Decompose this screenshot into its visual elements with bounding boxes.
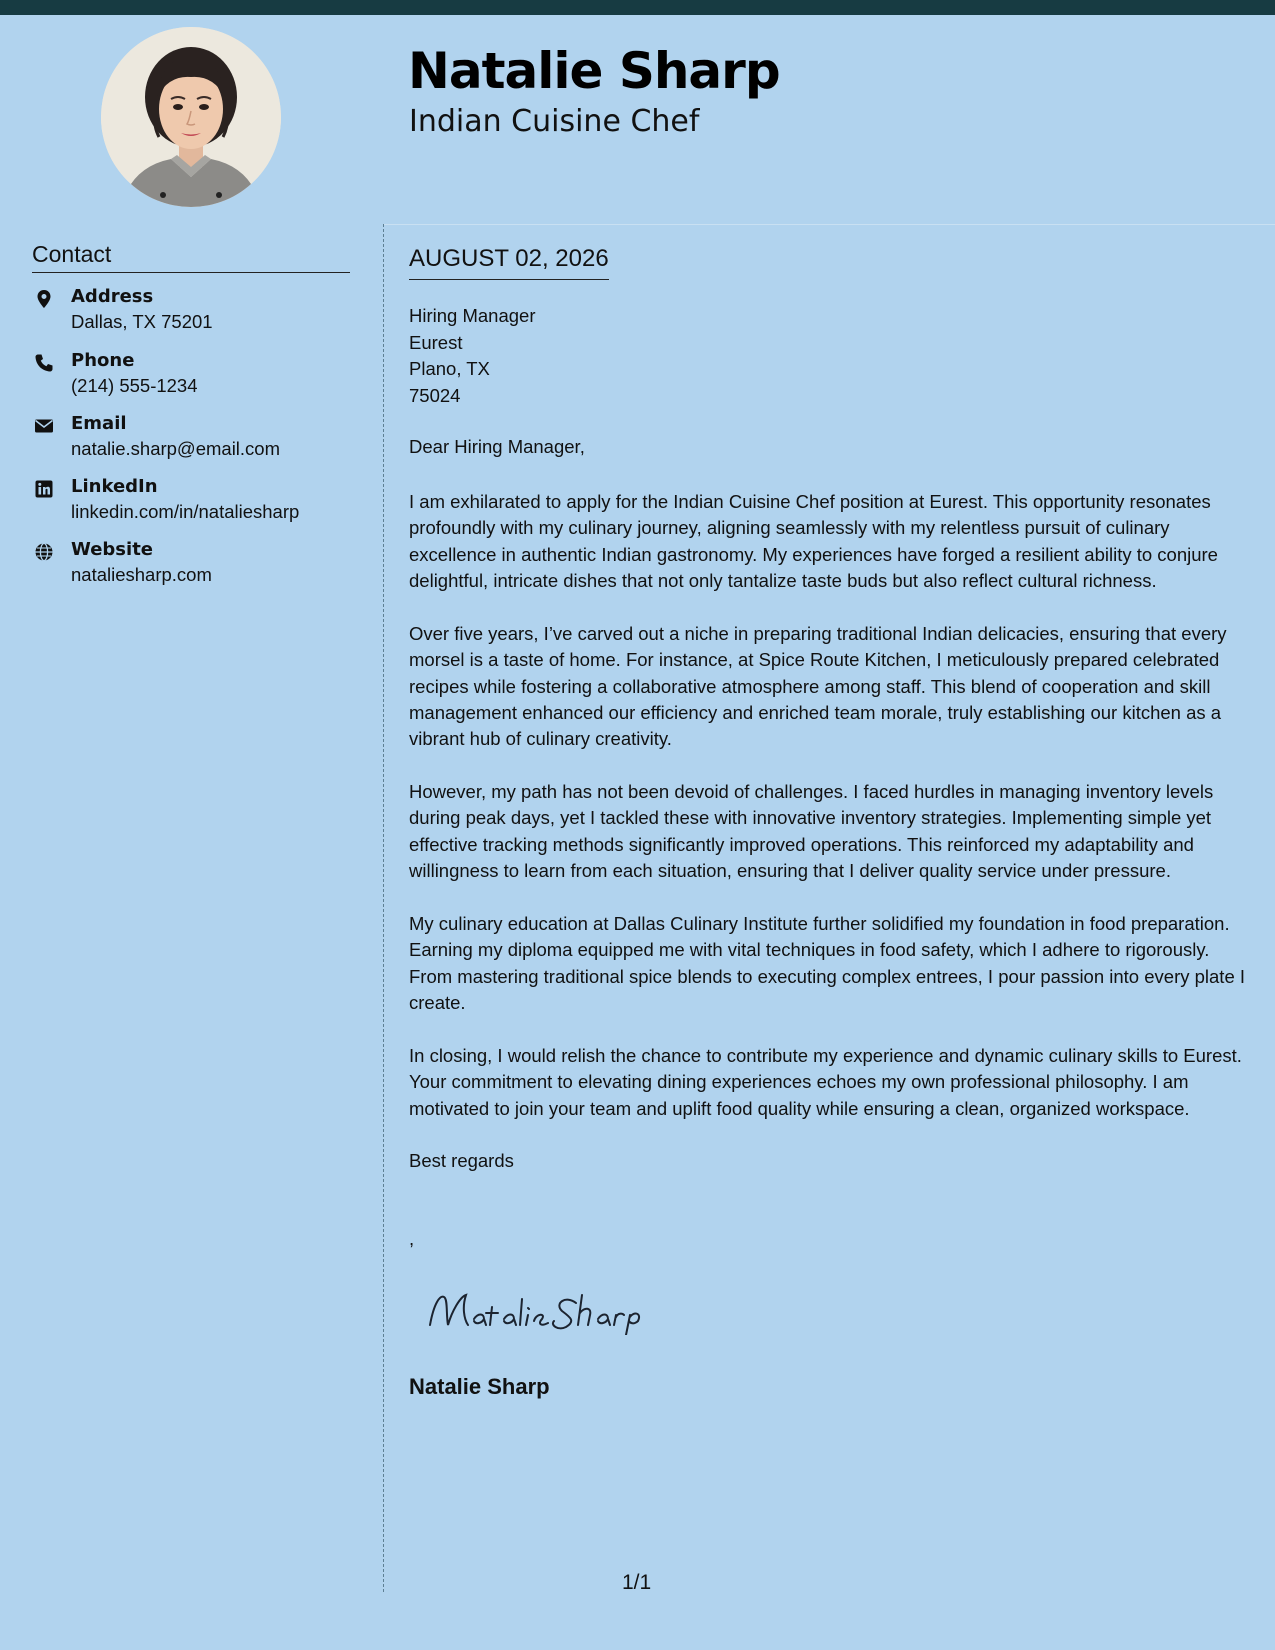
envelope-icon	[34, 416, 54, 436]
recipient-name: Hiring Manager	[409, 305, 536, 326]
signer-name: Natalie Sharp	[409, 1374, 550, 1399]
body-paragraph: Over five years, I’ve carved out a niche in preparing traditional Indian delicacies, ensuring that every morsel is a taste of home. For instance, at Spice Route Kitchen, I meticulously prepared celebrated recipes while fostering a collaborative atmosphere among staff. This blend of cooperation and skill management enhanced our efficiency and enriched team morale, truly establishing our kitchen as a vibrant hub of culinary creativity.	[409, 623, 1227, 750]
column-divider	[383, 224, 384, 1592]
body-paragraph: I am exhilarated to apply for the Indian Cuisine Chef position at Eurest. This opportunity resonates profoundly with my culinary journey, aligning seamlessly with my relentless pursuit of culinary excellence in authentic Indian gastronomy. My experiences have forged a resilient ability to conjure delightful, intricate dishes that not only tantalize taste buds but also reflect cultural richness.	[409, 491, 1218, 591]
phone-value: (214) 555-1234	[71, 375, 198, 396]
address-value: Dallas, TX 75201	[71, 311, 213, 332]
closing-comma: ,	[409, 1228, 415, 1249]
website-value: nataliesharp.com	[71, 564, 212, 585]
header-divider	[383, 224, 1275, 225]
applicant-title: Indian Cuisine Chef	[409, 104, 700, 139]
email-value: natalie.sharp@email.com	[71, 438, 281, 459]
email-label: Email	[71, 413, 127, 434]
handwritten-signature	[426, 1285, 666, 1335]
top-accent-bar	[0, 0, 1275, 15]
letter-date: AUGUST 02, 2026	[409, 245, 609, 280]
website-label: Website	[71, 539, 154, 560]
globe-icon	[34, 542, 54, 562]
recipient-zip: 75024	[409, 384, 461, 406]
avatar	[101, 27, 281, 207]
linkedin-label: LinkedIn	[71, 476, 158, 497]
portrait-photo	[101, 27, 281, 207]
linkedin-value: linkedin.com/in/nataliesharp	[71, 501, 300, 522]
phone-label: Phone	[71, 350, 135, 371]
contact-heading: Contact	[32, 241, 350, 273]
location-pin-icon	[34, 289, 54, 309]
body-paragraph: In closing, I would relish the chance to contribute my experience and dynamic culinary skills to Eurest. Your commitment to elevating dining experiences echoes my own professional philosophy. I am motivated to join your team and uplift food quality while ensuring a clean, organized workspace.	[409, 1045, 1242, 1119]
phone-icon	[34, 353, 54, 373]
body-paragraph: However, my path has not been devoid of challenges. I faced hurdles in managing inventory levels during peak days, yet I tackled these with innovative inventory strategies. Implementing simple yet effective tracking methods significantly improved operations. This reinforced my adaptability and willingness to learn from each situation, ensuring that I deliver quality service under pressure.	[409, 781, 1214, 881]
recipient-block	[409, 303, 535, 409]
applicant-name: Natalie Sharp	[408, 42, 780, 100]
salutation: Dear Hiring Manager,	[409, 436, 585, 457]
linkedin-icon	[34, 479, 54, 499]
page-number: 1/1	[622, 1571, 652, 1594]
address-label: Address	[71, 286, 154, 307]
closing-line: Best regards	[409, 1150, 514, 1171]
recipient-city: Plano, TX	[409, 358, 490, 379]
body-paragraph: My culinary education at Dallas Culinary Institute further solidified my foundation in food preparation. Earning my diploma equipped me with vital techniques in food safety, which I adhere to rigorously. From mastering traditional spice blends to executing complex entrees, I pour passion into every plate I create.	[409, 913, 1246, 1013]
recipient-company: Eurest	[409, 331, 463, 353]
